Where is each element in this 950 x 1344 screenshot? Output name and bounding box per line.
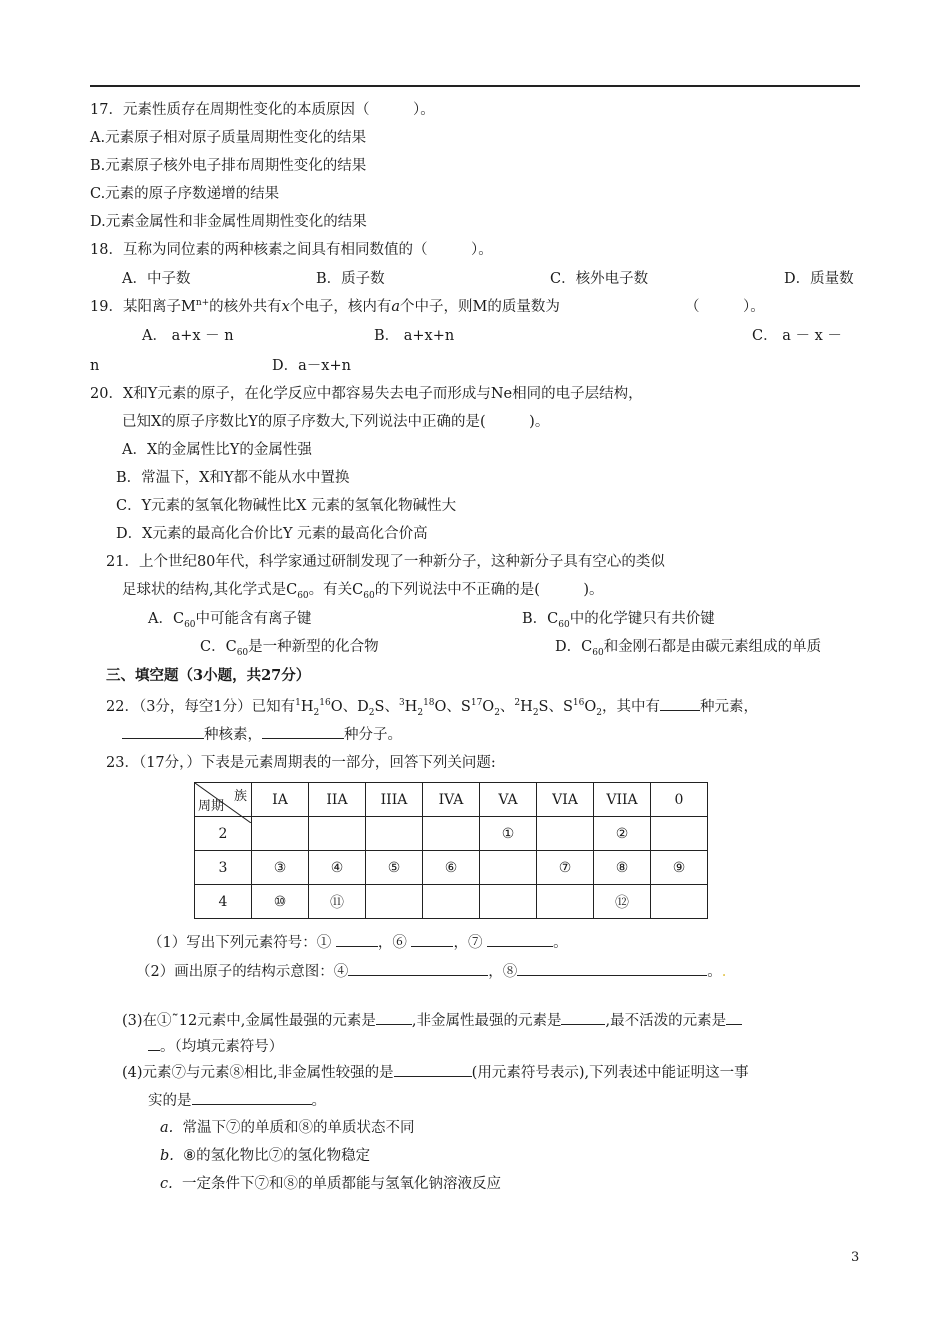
group-header: IVA	[423, 783, 480, 817]
section-heading: 三、填空题（3小题，共27分）	[106, 667, 311, 684]
corner-period-label: 周期	[198, 799, 225, 814]
header-rule	[90, 85, 860, 87]
q23-part4: (4)元素⑦与元素⑧相比,非金属性较强的是 (用元素符号表示),下列表述中能证明这一事	[122, 1062, 749, 1083]
q17-option-a: A.元素原子相对原子质量周期性变化的结果	[90, 130, 367, 146]
q18-stem: 18．互称为同位素的两种核素之间具有相同数值的（ ）。	[90, 242, 493, 258]
group-header: 0	[651, 783, 708, 817]
table-cell	[651, 885, 708, 919]
blank-element-1[interactable]	[336, 932, 378, 947]
q22-line1: 22．（3分，每空1分）已知有$^1H_2^{16}O$、$D_2S$、$^3H_2^{18}O$、$S^{17}O_2$、$^2H_2S$、$S^{16}O_2$，其中有 种元素，	[106, 696, 758, 717]
q23-part3: (3)在①˜12元素中,金属性最强的元素是 ,非金属性最强的元素是 ,最不活泼的元素是	[122, 1010, 742, 1031]
q23-part4-cont: 实的是 。	[148, 1090, 326, 1111]
stray-dot: .	[721, 964, 727, 980]
q17-option-c: C.元素的原子序数递增的结果	[90, 186, 280, 202]
table-cell: ⑩	[252, 885, 309, 919]
q18-option-d: D．质量数	[784, 271, 854, 287]
table-cell: ⑫	[594, 885, 651, 919]
table-cell	[480, 885, 537, 919]
q23-part1: （1）写出下列元素符号：① ，⑥ ，⑦ 。	[148, 932, 568, 953]
period-label: 4	[195, 885, 252, 919]
blank-diagram-8[interactable]	[517, 961, 707, 976]
group-header: VIA	[537, 783, 594, 817]
q21-option-a: A．$C_{60}$中可能含有离子键	[148, 611, 312, 630]
table-cell: ⑦	[537, 851, 594, 885]
table-cell	[537, 885, 594, 919]
table-cell: ⑤	[366, 851, 423, 885]
q19-stem: 19．某阳离子$M^{n+}$的核外共有x个电子，核内有a个中子，则M的质量数为	[90, 298, 560, 315]
q21-option-d: D．$C_{60}$和金刚石都是由碳元素组成的单质	[555, 639, 822, 658]
q20-option-c: C．Y元素的氢氧化物碱性比X 元素的氢氧化物碱性大	[116, 498, 457, 514]
q22-blank-elements[interactable]	[660, 696, 700, 711]
period-label: 2	[195, 817, 252, 851]
q22-line2: 种核素， 种分子。	[122, 724, 402, 745]
table-cell: ⑥	[423, 851, 480, 885]
period-label: 3	[195, 851, 252, 885]
q17-stem: 17．元素性质存在周期性变化的本质原因（ ）。	[90, 102, 435, 118]
blank-stronger-nonmetal[interactable]	[394, 1062, 472, 1077]
q19-option-c-cont: n	[90, 358, 100, 374]
q23-option-a: a. 常温下⑦的单质和⑧的单质状态不同	[160, 1120, 415, 1136]
group-header: IA	[252, 783, 309, 817]
q19-option-d: D．a－x+n	[272, 358, 351, 374]
table-cell	[366, 885, 423, 919]
q18-option-c: C．核外电子数	[550, 271, 649, 287]
table-cell	[309, 817, 366, 851]
q17-option-d: D.元素金属性和非金属性周期性变化的结果	[90, 214, 367, 230]
table-cell	[537, 817, 594, 851]
q20-line1: 20．X和Y元素的原子，在化学反应中都容易失去电子而形成与Ne相同的电子层结构，	[90, 386, 643, 402]
table-cell: ⑧	[594, 851, 651, 885]
table-cell	[423, 817, 480, 851]
q21-option-b: B．$C_{60}$中的化学键只有共价键	[522, 611, 715, 630]
blank-most-nonmetallic[interactable]	[561, 1010, 605, 1025]
group-header: IIIA	[366, 783, 423, 817]
blank-least-active-cont[interactable]	[148, 1036, 160, 1051]
q19-option-b: B． a+x+n	[374, 328, 455, 344]
table-cell	[366, 817, 423, 851]
table-cell: ③	[252, 851, 309, 885]
q23-option-b: b. ⑧的氢化物比⑦的氢化物稳定	[160, 1148, 371, 1164]
blank-element-7[interactable]	[487, 932, 553, 947]
table-cell	[651, 817, 708, 851]
q20-option-a: A．X的金属性比Y的金属性强	[122, 442, 312, 458]
group-header: VA	[480, 783, 537, 817]
q19-option-c: C． a － x －	[752, 328, 842, 344]
blank-evidence[interactable]	[192, 1090, 312, 1105]
q21-option-c: C．$C_{60}$是一种新型的化合物	[200, 639, 379, 658]
group-header: IIA	[309, 783, 366, 817]
table-cell: ⑪	[309, 885, 366, 919]
periodic-table	[194, 782, 708, 919]
page-number: 3	[851, 1250, 860, 1265]
q18-option-b: B．质子数	[316, 271, 385, 287]
corner-group-label: 族	[233, 789, 247, 804]
q22-blank-nuclides[interactable]	[122, 724, 204, 739]
table-row	[195, 851, 708, 885]
blank-most-metallic[interactable]	[376, 1010, 412, 1025]
q20-line2: 已知X的原子序数比Y的原子序数大,下列说法中正确的是( )。	[122, 414, 550, 430]
table-cell	[480, 851, 537, 885]
group-header: VIIA	[594, 783, 651, 817]
q21-line2: 足球状的结构,其化学式是$C_{60}$。有关$C_{60}$的下列说法中不正确的是( )。	[122, 582, 604, 601]
q20-option-b: B．常温下，X和Y都不能从水中置换	[116, 470, 350, 486]
table-row	[195, 885, 708, 919]
q23-option-c: c. 一定条件下⑦和⑧的单质都能与氢氧化钠溶液反应	[160, 1176, 501, 1192]
table-cell	[252, 817, 309, 851]
blank-element-6[interactable]	[411, 932, 453, 947]
q21-line1: 21．上个世纪80年代，科学家通过研制发现了一种新分子，这种新分子具有空心的类似	[106, 554, 665, 570]
blank-diagram-4[interactable]	[348, 961, 488, 976]
q23-part3-cont: 。（均填元素符号）	[148, 1036, 283, 1057]
q23-intro: 23．（17分，）下表是元素周期表的一部分，回答下列关问题:	[106, 755, 496, 771]
q20-option-d: D．X元素的最高化合价比Y 元素的最高化合价高	[116, 526, 428, 542]
q19-option-a: A． a+x － n	[142, 328, 234, 344]
q22-blank-molecules[interactable]	[262, 724, 344, 739]
blank-least-active[interactable]	[726, 1010, 742, 1025]
table-header-row	[195, 783, 708, 817]
table-cell: ④	[309, 851, 366, 885]
table-cell: ②	[594, 817, 651, 851]
table-corner	[195, 783, 252, 817]
table-cell: ①	[480, 817, 537, 851]
q19-paren: （ ）。	[685, 299, 765, 315]
q17-option-b: B.元素原子核外电子排布周期性变化的结果	[90, 158, 367, 174]
table-row	[195, 817, 708, 851]
q23-part2: （2）画出原子的结构示意图：④ ，⑧ 。.	[136, 961, 726, 982]
table-cell	[423, 885, 480, 919]
q18-option-a: A．中子数	[122, 271, 191, 287]
table-cell: ⑨	[651, 851, 708, 885]
